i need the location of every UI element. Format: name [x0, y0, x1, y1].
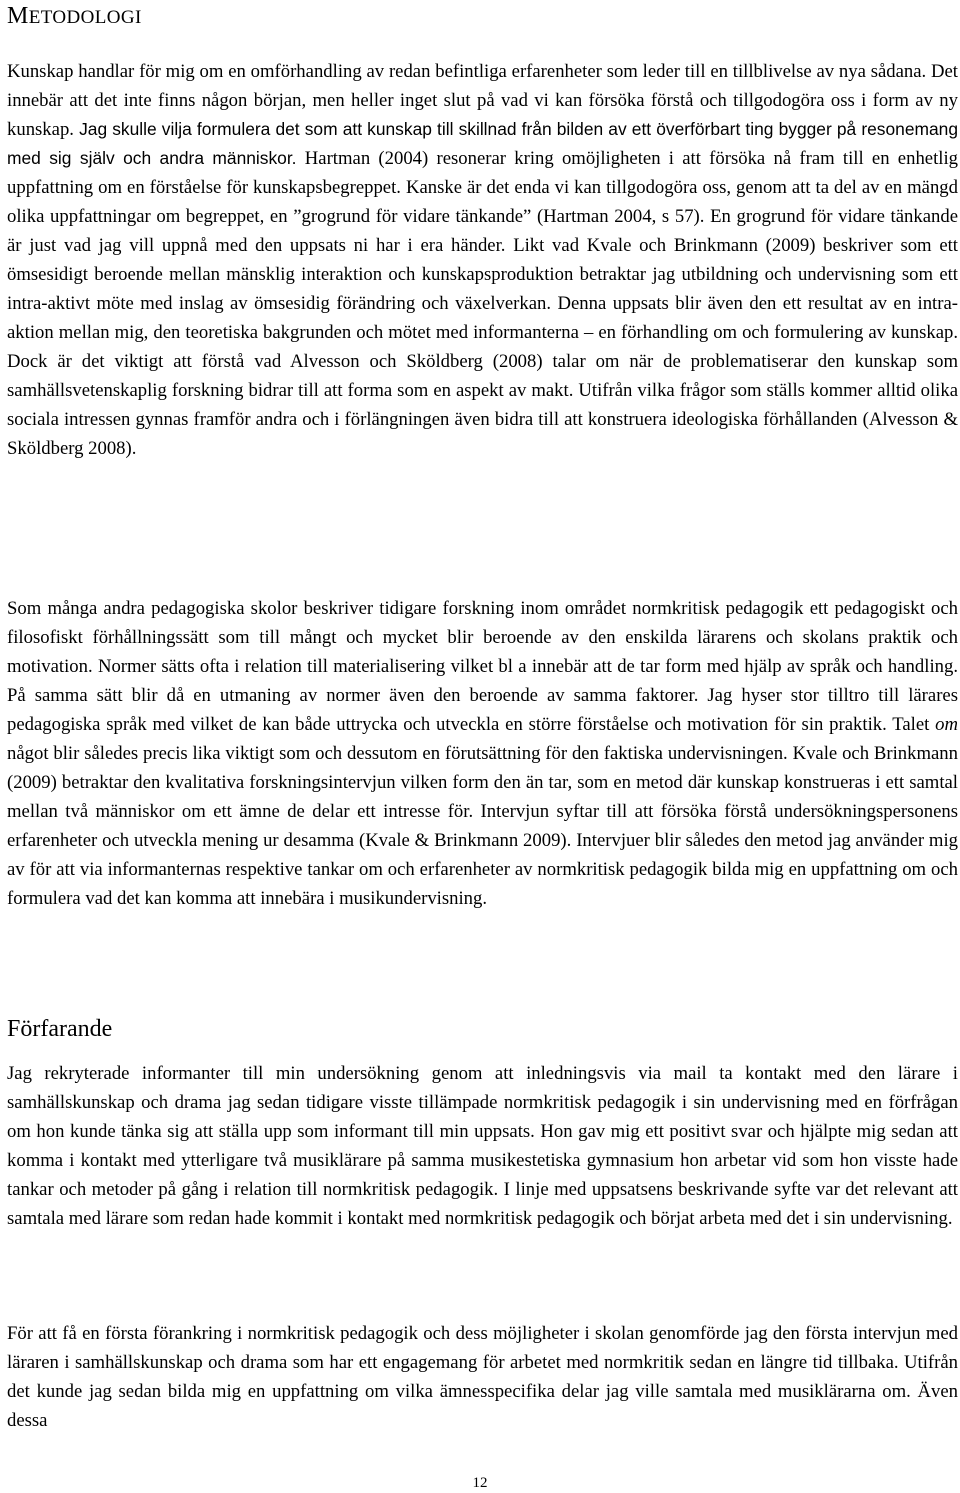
paragraph-2-text-b: något blir således precis lika viktigt som och dessutom en förutsättning för den faktiska undervisningen. Kvale och Brinkmann (2009) betraktar den kvalitativa forskningsintervjun vilken form den än tar, som en metod där kunskap konstrueras i ett samtal mellan två människor om ett ämne de delar ett intresse för. Intervjun syftar till att försöka förstå undersökningspersonens erfarenheter och utveckla mening ur desamma (Kvale & Brinkmann 2009). Intervjuer blir således den metod jag använder mig av för att via informanternas respektive tankar om och erfarenheter av normkritisk pedagogik bilda mig en uppfattning om och formulera vad det kan komma att innebära i musikundervisning.	[7, 743, 958, 909]
paragraph-4: För att få en första förankring i normkritisk pedagogik och dess möjligheter i skolan genomförde jag den första intervjun med läraren i samhällskunskap och drama som har ett engagemang för arbetet med normkritik sedan en längre tid tillbaka. Utifrån det kunde jag sedan bilda mig en uppfattning om vilka ämnesspecifika delar jag ville samtala med musiklärarna om. Även dessa	[7, 1323, 958, 1431]
paragraph-2-text-a: Som många andra pedagogiska skolor beskriver tidigare forskning inom området normkritisk pedagogik ett pedagogiskt och filosofiskt förhållningssätt som till mångt och mycket blir beroende av den enskilda lärarens och skolans praktik och motivation. Normer sätts ofta i relation till materialisering vilket bl a innebär att de tar form med hjälp av språk och handling. På samma sätt blir då en utmaning av normer även den beroende av samma faktorer. Jag hyser stor tilltro till lärares pedagogiska språk med vilket de kan både uttrycka och utveckla en större förståelse och motivation för sin praktik. Talet	[7, 598, 958, 735]
heading-rest: ETODOLOGI	[28, 7, 142, 28]
paragraph-1-sentence-2: Jag skulle vilja formulera det som att kunskap till skillnad från bilden av ett överförbart ting bygger på resonemang med sig själv och andra människor.	[7, 119, 958, 168]
paragraph-1	[7, 57, 958, 463]
heading-initial: M	[7, 3, 29, 29]
paragraph-2	[7, 594, 958, 913]
paragraph-1-sentence-1: Kunskap handlar för mig om en omförhandling av redan befintliga erfarenheter som leder till en tillblivelse av nya sådana. Det innebär att det inte finns någon början, men heller inget slut på vad vi kan försöka förstå och tillgodogöra oss i form av ny kunskap.	[7, 61, 958, 140]
paragraph-1-sentence-4: Kanske är det enda vi kan tillgodogöra oss, genom att ta del av en mängd olika uppfattningar om begreppet, en ”grogrund för vidare tänkande” (Hartman 2004, s 57). En grogrund för vidare tänkande är just vad jag vill uppnå med den uppsats ni har i era händer. Likt vad Kvale och Brinkmann (2009) beskriver som ett ömsesidigt beroende mellan mänsklig interaktion och kunskapsproduktion betraktar jag utbildning och undervisning som ett intra-aktivt möte med inslag av ömsesidig förändring och växelverkan. Denna uppsats blir även den ett resultat av en intra-aktion mellan mig, den teoretiska bakgrunden och mötet med informanterna – en förhandling om och formulering av kunskap. Dock är det viktigt att förstå vad Alvesson och Sköldberg (2008) talar om när de problematiserar den kunskap som samhällsvetenskaplig forskning bidrar till att forma som en aspekt av makt. Utifrån vilka frågor som ställs kommer alltid olika sociala intressen gynnas framför andra och i förlängningen även bidra till att konstruera ideologiska förhållanden (Alvesson & Sköldberg 2008).	[7, 177, 958, 459]
subsection-heading: Förfarande	[7, 1016, 113, 1042]
paragraph-3: Jag rekryterade informanter till min undersökning genom att inledningsvis via mail ta kontakt med den lärare i samhällskunskap och drama jag sedan tidigare visste tillämpade normkritisk pedagogik i sin undervisning med en förfrågan om hon kunde tänka sig att ställa upp som informant till min uppsats. Hon gav mig ett positivt svar och hjälpte mig sedan att komma i kontakt med ytterligare två musiklärare på samma musikestetiska gymnasium hon arbetar vid som hon visste hade tankar och metoder på gång i relation till normkritisk pedagogik. I linje med uppsatsens beskrivande syfte var det relevant att samtala med lärare som redan hade kommit i kontakt med normkritisk pedagogik och börjat arbeta med det i sin undervisning.	[7, 1063, 958, 1229]
page-number: 12	[472, 1475, 488, 1491]
paragraph-1-sentence-3: Hartman (2004) resonerar kring omöjligheten i att försöka nå fram till en enhetlig uppfattning om en förståelse för kunskapsbegreppet.	[7, 148, 959, 198]
section-heading	[7, 3, 142, 30]
paragraph-2-italic: om	[935, 714, 958, 735]
